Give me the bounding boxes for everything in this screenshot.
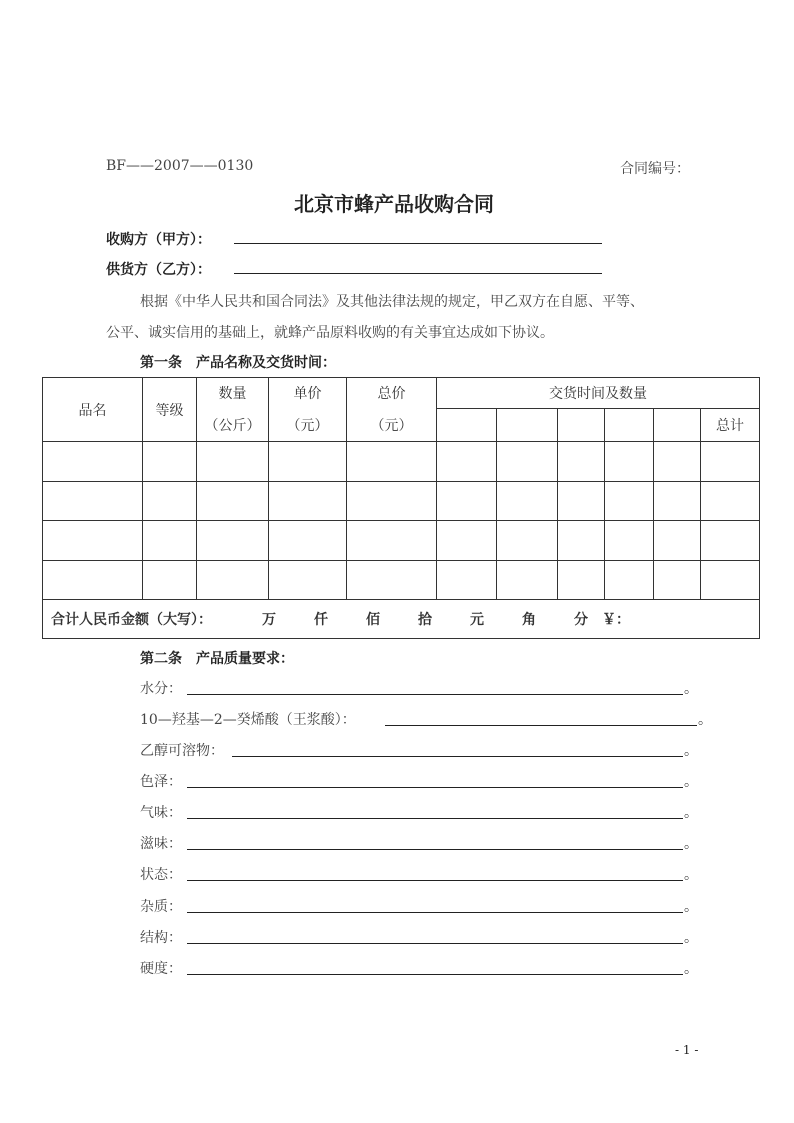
header-unit-price: 单价 bbox=[269, 378, 347, 409]
quality-item bbox=[140, 958, 698, 978]
table-row bbox=[43, 560, 760, 600]
quality-label: 状态： bbox=[140, 867, 182, 883]
header-qty: 数量 bbox=[197, 378, 269, 409]
table-cell[interactable] bbox=[437, 560, 497, 600]
page-number: - 1 - bbox=[675, 1043, 699, 1057]
table-cell[interactable] bbox=[558, 521, 605, 561]
quality-field[interactable] bbox=[187, 787, 683, 788]
delivery-col bbox=[497, 409, 558, 442]
table-cell[interactable] bbox=[558, 481, 605, 521]
period-mark: 。 bbox=[684, 899, 698, 915]
table-cell[interactable] bbox=[197, 442, 269, 482]
quality-item bbox=[140, 896, 698, 916]
table-cell[interactable] bbox=[654, 560, 701, 600]
amount-unit: 万 bbox=[262, 612, 276, 628]
period-mark: 。 bbox=[684, 681, 698, 697]
table-cell[interactable] bbox=[654, 442, 701, 482]
table-cell[interactable] bbox=[347, 521, 437, 561]
table-cell[interactable] bbox=[558, 560, 605, 600]
table-cell[interactable] bbox=[143, 521, 197, 561]
period-mark: 。 bbox=[684, 961, 698, 977]
table-cell[interactable] bbox=[197, 481, 269, 521]
quality-item bbox=[140, 678, 698, 698]
quality-label: 滋味： bbox=[140, 836, 182, 852]
header-total-price-unit: （元） bbox=[347, 409, 437, 442]
delivery-col bbox=[437, 409, 497, 442]
table-cell[interactable] bbox=[347, 481, 437, 521]
quality-field[interactable] bbox=[187, 974, 683, 975]
header-qty-unit: （公斤） bbox=[197, 409, 269, 442]
header-delivery: 交货时间及数量 bbox=[437, 378, 760, 409]
period-mark: 。 bbox=[684, 743, 698, 759]
quality-field[interactable] bbox=[187, 880, 683, 881]
period-mark: 。 bbox=[684, 774, 698, 790]
table-cell[interactable] bbox=[497, 521, 558, 561]
delivery-col bbox=[654, 409, 701, 442]
period-mark: 。 bbox=[684, 836, 698, 852]
table-cell[interactable] bbox=[497, 481, 558, 521]
period-mark: 。 bbox=[684, 867, 698, 883]
intro-line-1: 根据《中华人民共和国合同法》及其他法律法规的规定，甲乙双方在自愿、平等、 bbox=[140, 294, 644, 310]
quality-label: 结构： bbox=[140, 930, 182, 946]
table-row bbox=[43, 442, 760, 482]
table-cell[interactable] bbox=[43, 481, 143, 521]
quality-label: 乙醇可溶物： bbox=[140, 743, 224, 759]
table-cell[interactable] bbox=[143, 442, 197, 482]
buyer-field[interactable] bbox=[234, 243, 602, 244]
supplier-label: 供货方（乙方）： bbox=[106, 262, 211, 278]
table-cell[interactable] bbox=[347, 560, 437, 600]
table-cell[interactable] bbox=[701, 521, 760, 561]
table-cell[interactable] bbox=[701, 442, 760, 482]
quality-label: 硬度： bbox=[140, 961, 182, 977]
quality-item bbox=[140, 927, 698, 947]
table-cell[interactable] bbox=[269, 481, 347, 521]
quality-label: 10—羟基—2—癸烯酸（王浆酸）： bbox=[140, 712, 356, 728]
quality-label: 水分： bbox=[140, 681, 182, 697]
quality-field[interactable] bbox=[187, 943, 683, 944]
article-1-heading: 第一条 产品名称及交货时间： bbox=[140, 355, 336, 371]
period-mark: 。 bbox=[684, 805, 698, 821]
quality-field[interactable] bbox=[187, 818, 683, 819]
contract-number-label: 合同编号： bbox=[620, 161, 690, 177]
header-sum: 总计 bbox=[701, 409, 760, 442]
document-code: BF——2007——0130 bbox=[106, 158, 254, 174]
table-cell[interactable] bbox=[605, 442, 654, 482]
table-cell[interactable] bbox=[437, 481, 497, 521]
table-cell[interactable] bbox=[605, 560, 654, 600]
amount-unit: 仟 bbox=[314, 612, 328, 628]
amount-unit: ￥： bbox=[602, 612, 630, 628]
header-grade: 等级 bbox=[143, 378, 197, 442]
table-cell[interactable] bbox=[43, 560, 143, 600]
delivery-col bbox=[605, 409, 654, 442]
quality-field[interactable] bbox=[232, 756, 683, 757]
amount-unit: 佰 bbox=[366, 612, 380, 628]
amount-unit: 元 bbox=[470, 612, 484, 628]
table-cell[interactable] bbox=[558, 442, 605, 482]
table-cell[interactable] bbox=[43, 521, 143, 561]
quality-item bbox=[140, 864, 698, 884]
quality-field[interactable] bbox=[187, 849, 683, 850]
header-unit-price-unit: （元） bbox=[269, 409, 347, 442]
quality-item bbox=[140, 833, 698, 853]
period-mark: 。 bbox=[684, 930, 698, 946]
delivery-col bbox=[558, 409, 605, 442]
article-2-heading: 第二条 产品质量要求： bbox=[140, 651, 294, 667]
table-cell[interactable] bbox=[143, 481, 197, 521]
supplier-field[interactable] bbox=[234, 273, 602, 274]
total-amount-label: 合计人民币金额（大写）： bbox=[51, 612, 212, 628]
table-cell[interactable] bbox=[143, 560, 197, 600]
table-cell[interactable] bbox=[269, 442, 347, 482]
table-cell[interactable] bbox=[701, 560, 760, 600]
product-table bbox=[42, 377, 760, 639]
table-cell[interactable] bbox=[347, 442, 437, 482]
intro-line-2: 公平、诚实信用的基础上，就蜂产品原料收购的有关事宜达成如下协议。 bbox=[106, 325, 554, 341]
table-cell[interactable] bbox=[437, 442, 497, 482]
quality-label: 杂质： bbox=[140, 899, 182, 915]
amount-unit: 角 bbox=[522, 612, 536, 628]
total-amount-row bbox=[43, 600, 760, 639]
quality-item bbox=[140, 709, 712, 729]
quality-item bbox=[140, 740, 698, 760]
table-cell[interactable] bbox=[197, 521, 269, 561]
quality-field[interactable] bbox=[385, 725, 697, 726]
page-title: 北京市蜂产品收购合同 bbox=[294, 192, 494, 216]
table-row bbox=[43, 481, 760, 521]
table-row bbox=[43, 521, 760, 561]
table-cell[interactable] bbox=[269, 560, 347, 600]
quality-field[interactable] bbox=[187, 694, 683, 695]
quality-item bbox=[140, 771, 698, 791]
period-mark: 。 bbox=[698, 712, 712, 728]
table-cell[interactable] bbox=[497, 560, 558, 600]
table-cell[interactable] bbox=[701, 481, 760, 521]
table-cell[interactable] bbox=[605, 521, 654, 561]
quality-item bbox=[140, 802, 698, 822]
table-cell[interactable] bbox=[605, 481, 654, 521]
amount-unit: 分 bbox=[574, 612, 588, 628]
quality-field[interactable] bbox=[187, 912, 683, 913]
amount-unit: 拾 bbox=[418, 612, 432, 628]
table-cell[interactable] bbox=[497, 442, 558, 482]
table-cell[interactable] bbox=[197, 560, 269, 600]
table-cell[interactable] bbox=[654, 521, 701, 561]
header-total-price: 总价 bbox=[347, 378, 437, 409]
buyer-label: 收购方（甲方）： bbox=[106, 232, 211, 248]
quality-label: 色泽： bbox=[140, 774, 182, 790]
table-cell[interactable] bbox=[437, 521, 497, 561]
table-cell[interactable] bbox=[654, 481, 701, 521]
table-cell[interactable] bbox=[43, 442, 143, 482]
table-cell[interactable] bbox=[269, 521, 347, 561]
header-name: 品名 bbox=[43, 378, 143, 442]
quality-label: 气味： bbox=[140, 805, 182, 821]
